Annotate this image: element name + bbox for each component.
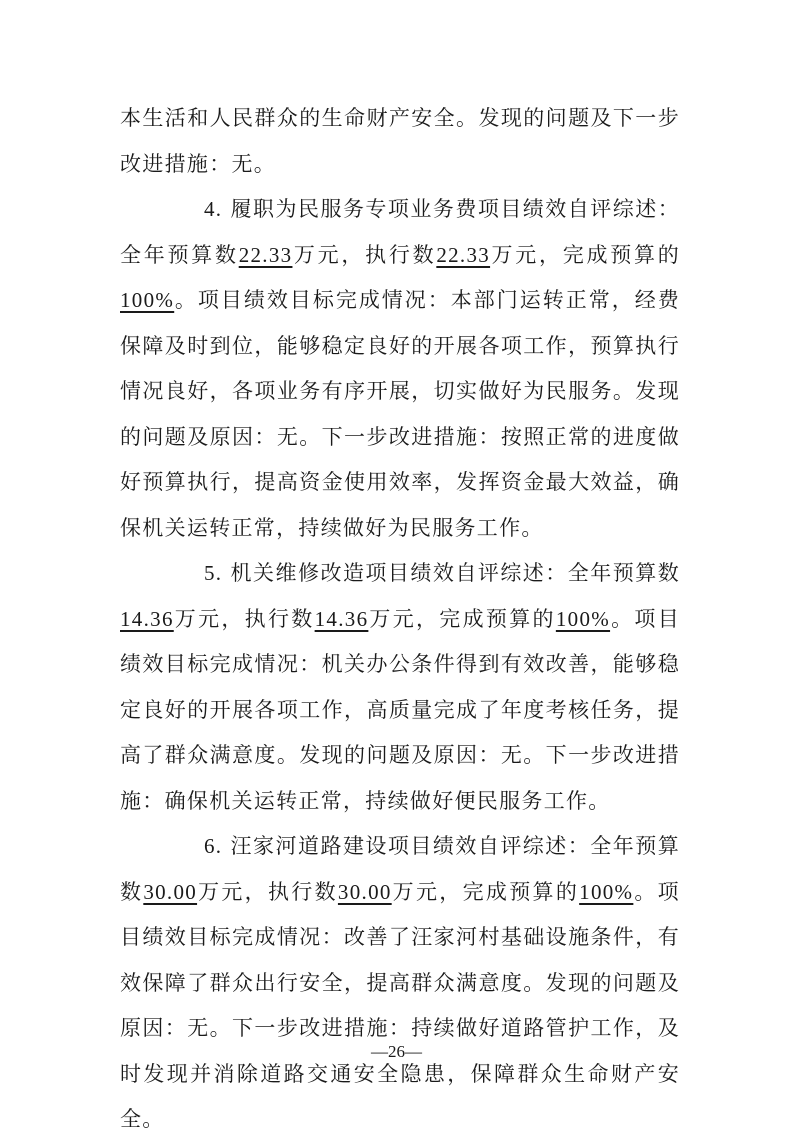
text-fragment: 万元，完成预算的	[490, 242, 680, 267]
paragraph-project-5	[120, 551, 680, 824]
document-body	[120, 96, 680, 1143]
project-title: 履职为民服务专项业务费项目绩效自评综述：全年预算数	[120, 197, 680, 267]
completion-rate: 100%	[120, 288, 175, 312]
paragraph-text: 。项目绩效目标完成情况：机关办公条件得到有效改善，能够稳定良好的开展各项工作，高质量完成了年度考核任务，提高了群众满意度。发现的问题及原因：无。下一步改进措施：确保机关运转正常，持续做好便民服务工作。	[120, 606, 680, 813]
project-title: 汪家河道路建设项目绩效自评综述：全年预算数	[120, 834, 680, 904]
paragraph-text: 本生活和人民群众的生命财产安全。发现的问题及下一步改进措施：无。	[120, 106, 680, 176]
completion-rate: 100%	[579, 879, 634, 904]
paragraph-text: 。项目绩效目标完成情况：本部门运转正常，经费保障及时到位，能够稳定良好的开展各项工作，预算执行情况良好，各项业务有序开展，切实做好为民服务。发现的问题及原因：无。下一步改进措施：按照正常的进度做好预算执行，提高资金使用效率，发挥资金最大效益，确保机关运转正常，持续做好为民服务工作。	[120, 288, 680, 540]
paragraph-text: 。项目绩效目标完成情况：改善了汪家河村基础设施条件，有效保障了群众出行安全，提高群众满意度。发现的问题及原因：无。下一步改进措施：持续做好道路管护工作，及时发现并消除道路交通安全隐患，保障群众生命财产安全。	[120, 879, 680, 1131]
text-fragment: 万元，执行数	[197, 879, 338, 904]
paragraph-continuation	[120, 96, 680, 187]
item-number: 5.	[204, 561, 223, 585]
page-number: —26—	[371, 1042, 422, 1061]
paragraph-project-4	[120, 187, 680, 551]
completion-rate: 100%	[555, 606, 611, 631]
text-fragment: 万元，执行数	[173, 606, 315, 631]
budget-amount: 22.33	[238, 242, 293, 267]
project-title: 机关维修改造项目绩效自评综述：全年预算数	[230, 561, 680, 585]
text-fragment: 万元，执行数	[292, 242, 437, 267]
text-fragment: 万元，完成预算的	[391, 879, 580, 904]
budget-amount: 30.00	[143, 879, 198, 904]
paragraph-project-6	[120, 824, 680, 1143]
budget-amount: 14.36	[120, 606, 174, 631]
executed-amount: 30.00	[337, 879, 392, 904]
item-number: 6.	[204, 834, 223, 858]
item-number: 4.	[204, 197, 223, 221]
executed-amount: 22.33	[436, 242, 491, 267]
text-fragment: 万元，完成预算的	[368, 606, 556, 631]
executed-amount: 14.36	[314, 606, 369, 631]
